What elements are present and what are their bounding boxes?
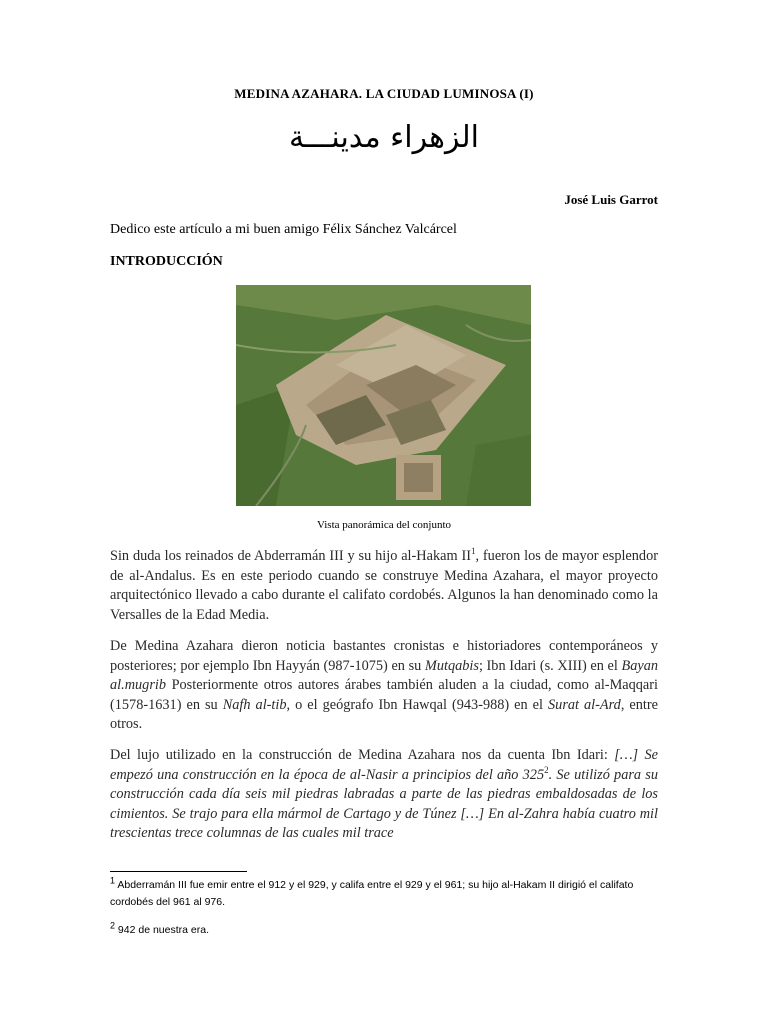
- figure-caption: Vista panorámica del conjunto: [316, 519, 452, 531]
- p3-text-a: Del lujo utilizado en la construcción de Medina Azahara nos da cuenta Ibn Idari:: [110, 747, 615, 763]
- p2-text-d: , o el geógrafo Ibn Hawqal (943-988) en el: [286, 696, 549, 713]
- p1-text-a: Sin duda los reinados de Abderramán III y su hijo al-Hakam II: [110, 548, 471, 564]
- footnote-separator: [110, 871, 247, 872]
- p2-italic-3: Nafh al-tib: [222, 696, 287, 713]
- p3-italic-1: […] Se empezó una construcción en la época de al-Nasir a principios del año 325: [110, 747, 658, 783]
- section-heading: INTRODUCCIÓN: [110, 254, 223, 269]
- aerial-photo-illustration: [236, 285, 531, 506]
- footnote-2-text: 942 de nuestra era.: [115, 924, 209, 936]
- footnote-1-number: 1: [110, 875, 116, 886]
- p2-text-b: ; Ibn Idari (s. XIII) en el: [478, 657, 622, 674]
- footnote-1-text: Abderramán III fue emir entre el 912 y el 929, y califa entre el 929 y el 961; su hijo al-Hakam II dirigió el califato cordobés del 961 al 976.: [110, 879, 634, 908]
- dedication-line: Dedico este artículo a mi buen amigo Félix Sánchez Valcárcel: [110, 222, 457, 237]
- p2-text-c: Posteriormente otros autores árabes también aluden a la ciudad, como al-Maqqari (1578-1631) en su: [110, 677, 658, 713]
- p2-italic-2: Bayan al.mugrib: [110, 657, 658, 694]
- paragraph-2: [110, 637, 658, 735]
- paragraph-1: [110, 547, 658, 625]
- aerial-photo: [236, 285, 531, 506]
- footnote-ref-2[interactable]: 2: [544, 764, 549, 775]
- p2-text-a: De Medina Azahara dieron noticia bastantes cronistas e historiadores contemporáneos y posteriores; por ejemplo Ibn Hayyán (987-1075) en su: [110, 638, 658, 674]
- p1-text-b: , fueron los de mayor esplendor de al-Andalus. Es en este periodo cuando se construye Medina Azahara, el mayor proyecto arquitectónico llevado a cabo durante el califato cordobés. Algunos la han denominado como la Versalles de la Edad Media.: [110, 548, 658, 623]
- p2-text-e: , entre otros.: [110, 696, 658, 733]
- footnote-2-number: 2: [110, 920, 116, 931]
- arabic-title: الزهراء مدينـــة: [288, 120, 480, 155]
- footnote-1: [110, 877, 658, 911]
- document-title: MEDINA AZAHARA. LA CIUDAD LUMINOSA (I): [234, 86, 534, 101]
- p2-italic-4: Surat al-Ard: [548, 696, 621, 713]
- footnote-2: [110, 922, 658, 939]
- p3-italic-2: . Se utilizó para su construcción cada día seis mil piedras labradas a parte de las piedras embaldosadas de los cimientos. Se trajo para ella mármol de Cartago y de Túnez […] En al-Zahra había cuatro mil trescientas trece columnas de las cuales mil trace: [110, 766, 658, 842]
- p2-italic-1: Mutqabis: [424, 657, 479, 674]
- footnote-ref-1[interactable]: 1: [470, 546, 476, 557]
- author-name: José Luis Garrot: [564, 192, 658, 207]
- paragraph-3: [110, 746, 658, 846]
